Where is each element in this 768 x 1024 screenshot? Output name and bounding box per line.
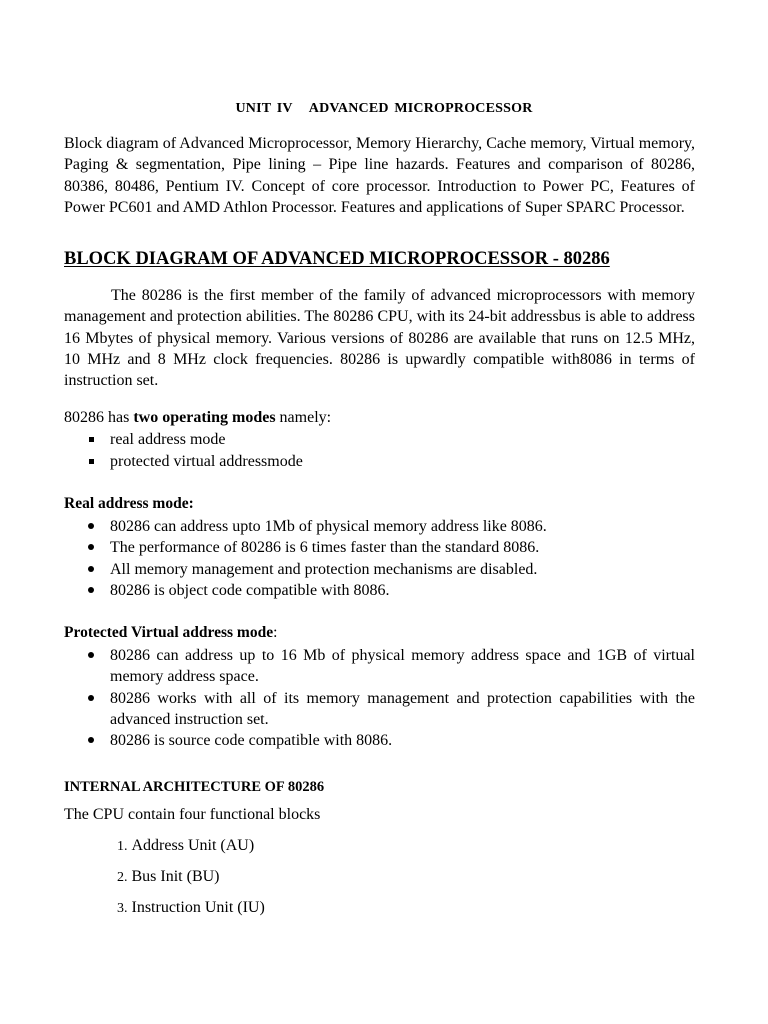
square-bullet-icon bbox=[89, 459, 94, 464]
list-item-text: 80286 can address up to 16 Mb of physical memory address space and 1GB of virtual memory address space. bbox=[110, 647, 695, 686]
block-label: Instruction Unit (IU) bbox=[131, 899, 265, 916]
bullet-icon bbox=[88, 737, 94, 743]
list-item bbox=[86, 645, 695, 688]
cpu-blocks-intro: The CPU contain four functional blocks bbox=[64, 806, 321, 823]
list-item-text: 80286 works with all of its memory management and protection capabilities with the advanced instruction set. bbox=[110, 689, 695, 728]
operating-modes-list bbox=[88, 431, 303, 475]
protected-mode-heading-text: Protected Virtual address mode bbox=[64, 624, 274, 641]
list-number: 3. bbox=[117, 901, 128, 916]
mode-label: real address mode bbox=[110, 431, 226, 448]
block-label: Address Unit (AU) bbox=[131, 837, 255, 854]
list-item bbox=[117, 837, 265, 868]
list-item bbox=[86, 688, 695, 731]
list-item bbox=[88, 431, 303, 453]
bullet-icon bbox=[88, 523, 94, 529]
protected-mode-heading bbox=[64, 624, 277, 642]
list-number: 1. bbox=[117, 839, 128, 854]
bullet-icon bbox=[88, 695, 94, 701]
modes-intro-bold: two operating modes bbox=[133, 409, 276, 426]
real-mode-list bbox=[86, 516, 695, 601]
list-item bbox=[86, 730, 695, 751]
protected-mode-heading-colon: : bbox=[273, 624, 278, 641]
functional-blocks-list bbox=[117, 837, 265, 930]
list-item-text: 80286 is source code compatible with 8086. bbox=[110, 732, 393, 750]
real-mode-heading: Real address mode: bbox=[64, 495, 194, 512]
intro-paragraph: The 80286 is the first member of the family of advanced microprocessors with memory management and protection abilities. The 80286 CPU, with its 24-bit addressbus is able to address 16 Mbytes of physical memory. Various versions of 80286 are available that runs on 12.5 MHz, 10 MHz and 8 MHz clock frequencies. 80286 is upwardly compatible with8086 in terms of instruction set. bbox=[64, 287, 695, 390]
list-item bbox=[117, 899, 265, 930]
mode-label: protected virtual addressmode bbox=[110, 453, 303, 470]
list-item-text: The performance of 80286 is 6 times faster than the standard 8086. bbox=[110, 539, 540, 557]
list-item-text: 80286 can address upto 1Mb of physical memory address like 8086. bbox=[110, 518, 547, 535]
list-number: 2. bbox=[117, 870, 128, 885]
list-item bbox=[117, 868, 265, 899]
modes-intro-suffix: namely: bbox=[275, 409, 332, 426]
block-label: Bus Init (BU) bbox=[131, 868, 220, 885]
list-item bbox=[86, 516, 695, 537]
bullet-icon bbox=[88, 652, 94, 658]
list-item bbox=[86, 580, 695, 601]
unit-title: UNIT IV ADVANCED MICROPROCESSOR bbox=[235, 101, 533, 116]
protected-mode-list bbox=[86, 645, 695, 751]
square-bullet-icon bbox=[89, 437, 94, 442]
bullet-icon bbox=[88, 587, 94, 593]
modes-intro bbox=[64, 409, 331, 427]
bullet-icon bbox=[88, 566, 94, 572]
bullet-icon bbox=[88, 544, 94, 550]
list-item-text: All memory management and protection mechanisms are disabled. bbox=[110, 560, 538, 578]
list-item bbox=[86, 537, 695, 558]
list-item-text: 80286 is object code compatible with 8086. bbox=[110, 581, 390, 599]
section-heading: BLOCK DIAGRAM OF ADVANCED MICROPROCESSOR - 80286 bbox=[64, 249, 610, 269]
list-item bbox=[86, 559, 695, 580]
syllabus-paragraph: Block diagram of Advanced Microprocessor, Memory Hierarchy, Cache memory, Virtual memory, Paging & segmentation, Pipe lining – Pipe line hazards. Features and comparison of 80286, 80386, 80486, Pentium IV. Concept of core processor. Introduction to Power PC, Features of Power PC601 and AMD Athlon Processor. Features and applications of Super SPARC Processor. bbox=[64, 135, 695, 216]
architecture-heading: INTERNAL ARCHITECTURE OF 80286 bbox=[64, 779, 325, 795]
modes-intro-prefix: 80286 has bbox=[64, 409, 134, 426]
list-item bbox=[88, 453, 303, 475]
